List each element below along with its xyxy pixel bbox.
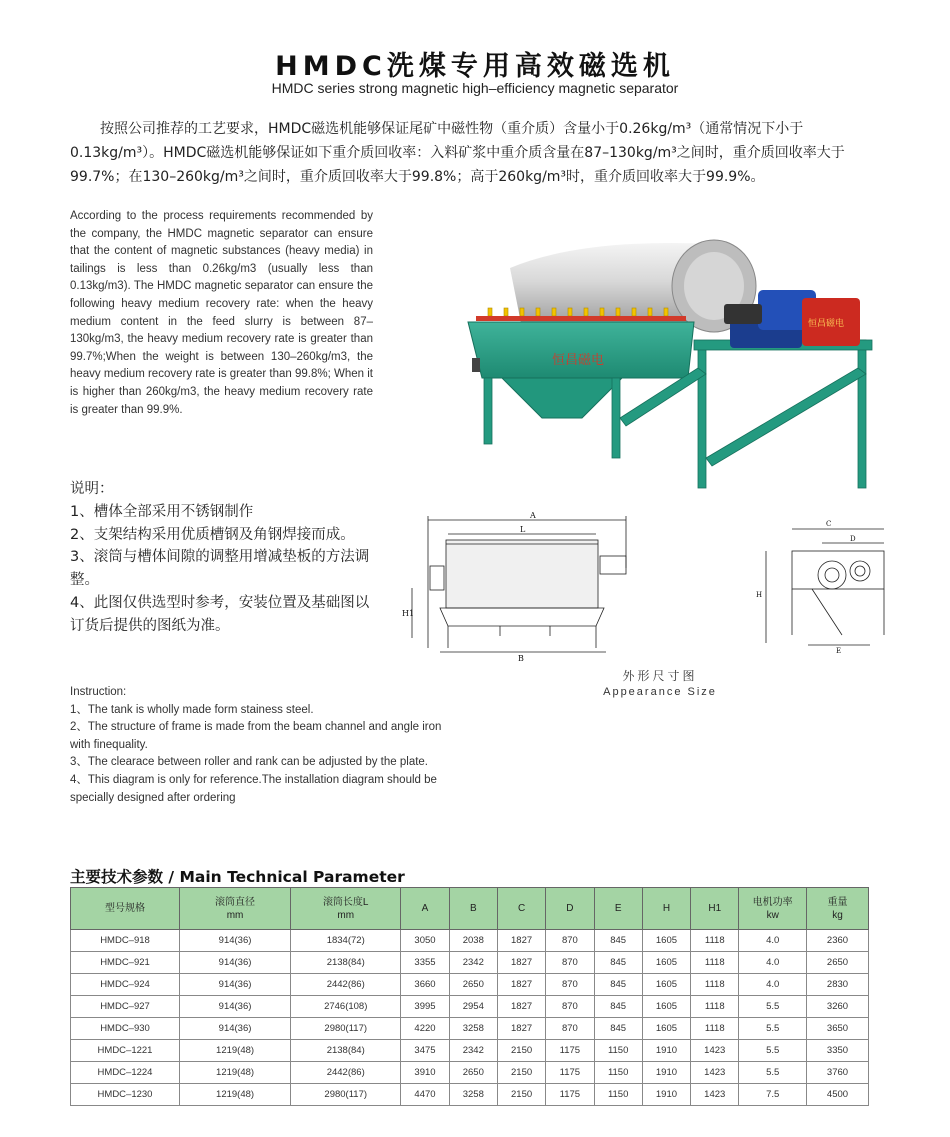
notes-cn-item: 1、槽体全部采用不锈钢制作 xyxy=(70,503,254,520)
table-cell: 2442(86) xyxy=(291,1062,401,1084)
notes-cn xyxy=(70,478,370,638)
table-cell: 2360 xyxy=(806,930,868,952)
table-cell: 2138(84) xyxy=(291,1040,401,1062)
table-cell: 3995 xyxy=(401,996,449,1018)
table-cell: 1118 xyxy=(691,974,739,996)
table-header-text: H xyxy=(662,903,671,914)
table-header-text: kw xyxy=(766,909,779,921)
table-cell: 1827 xyxy=(497,952,545,974)
table-row xyxy=(71,1084,869,1106)
table-header-cell xyxy=(497,888,545,930)
table-cell: 4220 xyxy=(401,1018,449,1040)
table-cell: HMDC–1224 xyxy=(71,1062,180,1084)
table-header-text: mm xyxy=(337,909,355,921)
table-header-text: D xyxy=(566,903,574,914)
table-cell: HMDC–921 xyxy=(71,952,180,974)
table-cell: 3760 xyxy=(806,1062,868,1084)
table-cell: 1910 xyxy=(642,1040,690,1062)
table-cell: 2342 xyxy=(449,952,497,974)
table-cell: 1605 xyxy=(642,974,690,996)
table-cell: 1175 xyxy=(546,1040,594,1062)
table-cell: 3050 xyxy=(401,930,449,952)
table-header-text: 电机功率 xyxy=(752,896,793,908)
table-cell: 3258 xyxy=(449,1018,497,1040)
table-header-cell xyxy=(546,888,594,930)
table-header-text: mm xyxy=(226,909,244,921)
drawing-caption-en: Appearance Size xyxy=(603,686,717,698)
table-cell: 845 xyxy=(594,952,642,974)
table-cell: 1219(48) xyxy=(180,1062,291,1084)
table-cell: 845 xyxy=(594,930,642,952)
table-cell: 1423 xyxy=(691,1040,739,1062)
table-cell: 3910 xyxy=(401,1062,449,1084)
table-header-text: kg xyxy=(832,909,843,921)
table-cell: 1118 xyxy=(691,952,739,974)
table-cell: 2150 xyxy=(497,1062,545,1084)
instructions-en xyxy=(70,684,460,807)
notes-cn-item: 3、滚筒与槽体间隙的调整用增减垫板的方法调整。 xyxy=(70,549,370,589)
table-cell: 3350 xyxy=(806,1040,868,1062)
table-cell: 3475 xyxy=(401,1040,449,1062)
table-header-text: 滚筒长度L xyxy=(322,896,369,908)
dimension-drawing-front xyxy=(400,508,670,668)
page-title: HMDC洗煤专用高效磁选机 xyxy=(275,51,675,82)
description-paragraph-en: According to the process requirements recommended by the company, the HMDC magnetic separator can ensure that the content of magnetic substances (heavy media) in tailings is less than 0.26kg/m3 (usually less than 0.13kg/m3). The HMDC magnetic separator can ensure the following heavy medium recovery rate: when the heavy medium content in the feed slurry is between 87–130kg/m3, the heavy medium recovery rate is greater than 99.7%;When the weight is between 130–260kg/m3, the heavy medium recovery rate is greater than 99.8%; When it is higher than 260kg/m3, the heavy medium recovery rate is greater than 99.9%. xyxy=(70,210,373,416)
table-header-cell xyxy=(806,888,868,930)
page-subtitle: HMDC series strong magnetic high–efficiency magnetic separator xyxy=(271,80,679,96)
table-cell: 2830 xyxy=(806,974,868,996)
table-cell: 2746(108) xyxy=(291,996,401,1018)
table-cell: 1605 xyxy=(642,1018,690,1040)
table-row xyxy=(71,1018,869,1040)
table-cell: 1423 xyxy=(691,1084,739,1106)
instructions-item: 2、The structure of frame is made from the beam channel and angle iron with finequality. xyxy=(70,721,442,751)
intro-paragraph-cn: 按照公司推荐的工艺要求，HMDC磁选机能够保证尾矿中磁性物（重介质）含量小于0.26kg/m³（通常情况下小于0.13kg/m³）。HMDC磁选机能够保证如下重介质回收率：入料矿浆中重介质含量在87–130kg/m³之间时，重介质回收率大于99.7%；在130–260kg/m³之间时，重介质回收率大于99.8%；高于260kg/m³时，重介质回收率大于99.9%。 xyxy=(70,121,845,185)
table-cell: 2150 xyxy=(497,1084,545,1106)
table-cell: 870 xyxy=(546,974,594,996)
table-cell: 4.0 xyxy=(739,952,807,974)
table-cell: 845 xyxy=(594,996,642,1018)
table-header-text: C xyxy=(517,903,526,914)
table-cell: 1118 xyxy=(691,1018,739,1040)
table-cell: 1175 xyxy=(546,1084,594,1106)
dim-label-d: D xyxy=(850,535,856,543)
table-row xyxy=(71,1040,869,1062)
table-header-cell xyxy=(401,888,449,930)
table-header-cell xyxy=(71,888,180,930)
table-cell: 870 xyxy=(546,930,594,952)
table-cell: 2138(84) xyxy=(291,952,401,974)
table-cell: 1910 xyxy=(642,1084,690,1106)
magnetic-separator-photo xyxy=(462,228,882,494)
table-header-cell xyxy=(449,888,497,930)
table-header-cell xyxy=(642,888,690,930)
table-cell: 3660 xyxy=(401,974,449,996)
table-row xyxy=(71,952,869,974)
table-cell: 1605 xyxy=(642,930,690,952)
table-cell: 1834(72) xyxy=(291,930,401,952)
table-header-text: B xyxy=(469,903,477,914)
instructions-heading: Instruction: xyxy=(70,686,127,698)
photo-motor-label: 恒昌磁电 xyxy=(808,319,845,329)
table-cell: 4500 xyxy=(806,1084,868,1106)
instructions-item: 3、The clearace between roller and rank can be adjusted by the plate. xyxy=(70,756,428,769)
table-cell: 1827 xyxy=(497,930,545,952)
table-cell: 1827 xyxy=(497,1018,545,1040)
table-cell: 5.5 xyxy=(739,1018,807,1040)
table-cell: 914(36) xyxy=(180,996,291,1018)
table-row xyxy=(71,930,869,952)
table-cell: HMDC–930 xyxy=(71,1018,180,1040)
table-cell: 2954 xyxy=(449,996,497,1018)
dim-label-l: L xyxy=(520,525,526,534)
table-cell: 1827 xyxy=(497,974,545,996)
table-header-text: A xyxy=(421,903,429,914)
table-row xyxy=(71,1062,869,1084)
dim-label-h1: H1 xyxy=(402,609,415,618)
parameter-table-title: 主要技术参数 / Main Technical Parameter xyxy=(70,868,405,886)
notes-cn-item: 2、支架结构采用优质槽钢及角钢焊接而成。 xyxy=(70,526,355,543)
table-header-cell xyxy=(291,888,401,930)
table-cell: 1219(48) xyxy=(180,1040,291,1062)
table-cell: 845 xyxy=(594,1018,642,1040)
parameter-table xyxy=(70,887,869,1106)
table-cell: 2150 xyxy=(497,1040,545,1062)
table-cell: 1175 xyxy=(546,1062,594,1084)
table-cell: 1827 xyxy=(497,996,545,1018)
table-cell: 2650 xyxy=(449,1062,497,1084)
table-cell: 2442(86) xyxy=(291,974,401,996)
drawing-caption-cn: 外形尺寸图 xyxy=(622,669,698,683)
instructions-item: 4、This diagram is only for reference.The installation diagram should be specially designed after ordering xyxy=(70,773,437,804)
table-cell: 2650 xyxy=(449,974,497,996)
table-cell: 5.5 xyxy=(739,1062,807,1084)
table-cell: 5.5 xyxy=(739,996,807,1018)
table-cell: 2980(117) xyxy=(291,1084,401,1106)
table-cell: 1910 xyxy=(642,1062,690,1084)
dim-label-e: E xyxy=(836,647,842,655)
dim-label-h: H xyxy=(756,591,763,599)
table-row xyxy=(71,996,869,1018)
table-cell: 1150 xyxy=(594,1040,642,1062)
table-cell: 7.5 xyxy=(739,1084,807,1106)
table-cell: 1423 xyxy=(691,1062,739,1084)
table-header-text: 型号规格 xyxy=(105,903,145,914)
table-cell: 870 xyxy=(546,1018,594,1040)
table-row xyxy=(71,974,869,996)
table-cell: 1605 xyxy=(642,952,690,974)
table-cell: 914(36) xyxy=(180,930,291,952)
table-cell: 3258 xyxy=(449,1084,497,1106)
table-cell: 845 xyxy=(594,974,642,996)
photo-tank-label: 恒昌磁电 xyxy=(552,353,605,368)
table-cell: 1150 xyxy=(594,1062,642,1084)
table-cell: 3355 xyxy=(401,952,449,974)
table-cell: 1219(48) xyxy=(180,1084,291,1106)
table-header-row xyxy=(71,888,869,930)
table-cell: 1118 xyxy=(691,930,739,952)
table-cell: 4.0 xyxy=(739,930,807,952)
table-header-text: 重量 xyxy=(827,896,848,908)
dimension-drawing-side xyxy=(752,515,897,655)
dim-label-b: B xyxy=(518,654,524,663)
table-cell: HMDC–1221 xyxy=(71,1040,180,1062)
table-cell: 2038 xyxy=(449,930,497,952)
table-header-cell xyxy=(180,888,291,930)
table-cell: 914(36) xyxy=(180,952,291,974)
instructions-item: 1、The tank is wholly made form stainess steel. xyxy=(70,703,314,716)
table-cell: 4470 xyxy=(401,1084,449,1106)
table-header-cell xyxy=(691,888,739,930)
table-cell: HMDC–927 xyxy=(71,996,180,1018)
dim-label-a: A xyxy=(530,511,536,520)
table-cell: HMDC–924 xyxy=(71,974,180,996)
table-header-text: E xyxy=(614,903,622,914)
table-cell: 2342 xyxy=(449,1040,497,1062)
table-cell: 5.5 xyxy=(739,1040,807,1062)
table-header-cell xyxy=(739,888,807,930)
table-cell: 914(36) xyxy=(180,974,291,996)
table-cell: HMDC–918 xyxy=(71,930,180,952)
table-header-text: H1 xyxy=(708,903,722,914)
table-cell: 3260 xyxy=(806,996,868,1018)
table-cell: 4.0 xyxy=(739,974,807,996)
table-header-text: 滚筒直径 xyxy=(215,896,256,908)
table-cell: 914(36) xyxy=(180,1018,291,1040)
notes-cn-heading: 说明： xyxy=(70,481,114,497)
table-cell: 1150 xyxy=(594,1084,642,1106)
table-cell: 1605 xyxy=(642,996,690,1018)
table-cell: 870 xyxy=(546,952,594,974)
table-cell: 2650 xyxy=(806,952,868,974)
notes-cn-item: 4、此图仅供选型时参考，安装位置及基础图以订货后提供的图纸为准。 xyxy=(70,594,370,634)
table-header-cell xyxy=(594,888,642,930)
table-cell: HMDC–1230 xyxy=(71,1084,180,1106)
table-cell: 3650 xyxy=(806,1018,868,1040)
table-cell: 1118 xyxy=(691,996,739,1018)
table-cell: 2980(117) xyxy=(291,1018,401,1040)
dim-label-c: C xyxy=(826,520,832,528)
table-cell: 870 xyxy=(546,996,594,1018)
